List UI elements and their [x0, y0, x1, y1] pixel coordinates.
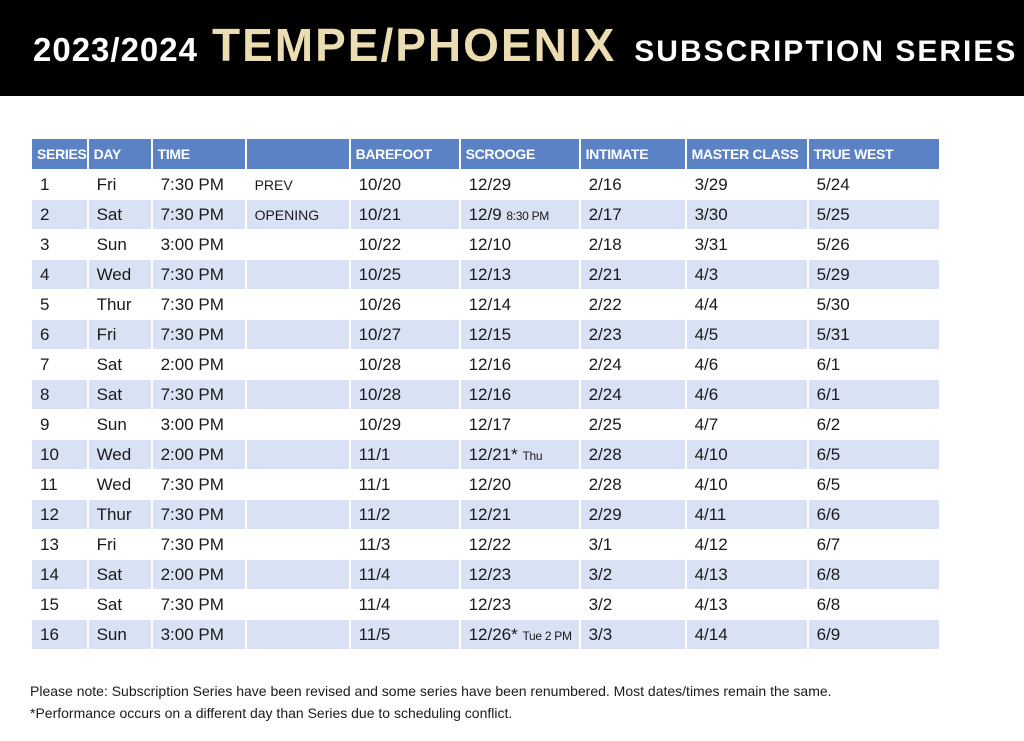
scrooge-date: 12/10: [468, 234, 512, 254]
cell-true-west: 6/1: [809, 350, 939, 379]
cell-barefoot: 10/25: [351, 260, 459, 289]
scrooge-date: 12/16: [468, 384, 512, 404]
cell-true-west: 5/24: [809, 170, 939, 199]
cell-time: 2:00 PM: [153, 440, 245, 469]
cell-master-class: 4/3: [687, 260, 807, 289]
cell-series: 13: [32, 530, 87, 559]
cell-intimate: 2/17: [581, 200, 685, 229]
cell-note: [247, 260, 349, 289]
cell-series: 12: [32, 500, 87, 529]
cell-scrooge: [461, 320, 579, 349]
table-row: [32, 260, 939, 289]
cell-master-class: 4/10: [687, 470, 807, 499]
cell-day: Fri: [89, 170, 151, 199]
cell-scrooge: [461, 530, 579, 559]
cell-day: Sun: [89, 410, 151, 439]
table-row: [32, 320, 939, 349]
cell-time: 7:30 PM: [153, 530, 245, 559]
cell-day: Fri: [89, 530, 151, 559]
scrooge-date: 12/14: [468, 294, 512, 314]
cell-barefoot: 10/27: [351, 320, 459, 349]
cell-day: Thur: [89, 500, 151, 529]
cell-note: [247, 320, 349, 349]
scrooge-date: 12/16: [468, 354, 512, 374]
cell-true-west: 6/2: [809, 410, 939, 439]
cell-time: 7:30 PM: [153, 200, 245, 229]
cell-time: 3:00 PM: [153, 620, 245, 649]
table-row: [32, 500, 939, 529]
cell-note: [247, 620, 349, 649]
cell-note: [247, 440, 349, 469]
cell-note: OPENING: [247, 200, 349, 229]
footer-revision-note: Please note: Subscription Series have been revised and some series have been renumbered. Most dates/times remain the same.: [30, 683, 832, 699]
title-banner: [0, 0, 1024, 96]
table-row: [32, 410, 939, 439]
scrooge-date: 12/15: [468, 324, 512, 344]
cell-note: [247, 590, 349, 619]
footer-notes: [30, 680, 832, 724]
scrooge-date: 12/17: [468, 414, 512, 434]
cell-day: Wed: [89, 470, 151, 499]
scrooge-date: 12/22: [468, 534, 512, 554]
cell-intimate: 3/1: [581, 530, 685, 559]
cell-series: 4: [32, 260, 87, 289]
cell-intimate: 2/24: [581, 350, 685, 379]
cell-master-class: 4/13: [687, 560, 807, 589]
cell-scrooge: [461, 230, 579, 259]
header-series: SERIES: [32, 139, 87, 169]
cell-true-west: 6/8: [809, 590, 939, 619]
cell-day: Thur: [89, 290, 151, 319]
cell-master-class: 4/7: [687, 410, 807, 439]
cell-true-west: 6/5: [809, 440, 939, 469]
cell-series: 6: [32, 320, 87, 349]
header-barefoot: BAREFOOT: [351, 139, 459, 169]
cell-series: 2: [32, 200, 87, 229]
header-master-class: MASTER CLASS: [687, 139, 807, 169]
cell-intimate: 3/3: [581, 620, 685, 649]
footer-asterisk-note: *Performance occurs on a different day than Series due to scheduling conflict.: [30, 705, 513, 721]
cell-barefoot: 11/1: [351, 440, 459, 469]
table-row: [32, 560, 939, 589]
cell-scrooge: [461, 620, 579, 649]
cell-master-class: 4/5: [687, 320, 807, 349]
cell-true-west: 5/30: [809, 290, 939, 319]
table-row: [32, 530, 939, 559]
cell-master-class: 4/12: [687, 530, 807, 559]
cell-note: [247, 380, 349, 409]
cell-intimate: 3/2: [581, 590, 685, 619]
header-scrooge: SCROOGE: [461, 139, 579, 169]
cell-intimate: 2/28: [581, 470, 685, 499]
header-note: [247, 139, 349, 169]
schedule-table: [30, 138, 941, 650]
cell-barefoot: 10/20: [351, 170, 459, 199]
cell-barefoot: 11/3: [351, 530, 459, 559]
title-year: 2023/2024: [33, 31, 198, 68]
header-time: TIME: [153, 139, 245, 169]
scrooge-time-note: 8:30 PM: [506, 208, 549, 223]
cell-series: 15: [32, 590, 87, 619]
cell-master-class: 4/13: [687, 590, 807, 619]
cell-note: [247, 470, 349, 499]
cell-day: Fri: [89, 320, 151, 349]
scrooge-time-note: Thu: [522, 448, 543, 463]
cell-scrooge: [461, 290, 579, 319]
cell-note: PREV: [247, 170, 349, 199]
scrooge-date: 12/29: [468, 174, 512, 194]
table-row: [32, 350, 939, 379]
cell-barefoot: 11/1: [351, 470, 459, 499]
scrooge-date: 12/21*: [468, 444, 518, 464]
table-body: [32, 170, 939, 649]
cell-true-west: 6/8: [809, 560, 939, 589]
table-row: [32, 590, 939, 619]
cell-master-class: 4/6: [687, 350, 807, 379]
cell-master-class: 4/6: [687, 380, 807, 409]
cell-series: 5: [32, 290, 87, 319]
cell-barefoot: 10/21: [351, 200, 459, 229]
title-city: TEMPE/PHOENIX: [212, 19, 617, 71]
table-row: [32, 470, 939, 499]
cell-note: [247, 530, 349, 559]
cell-series: 3: [32, 230, 87, 259]
cell-barefoot: 10/28: [351, 350, 459, 379]
cell-scrooge: [461, 410, 579, 439]
cell-true-west: 6/9: [809, 620, 939, 649]
cell-master-class: 4/11: [687, 500, 807, 529]
scrooge-date: 12/26*: [468, 624, 518, 644]
cell-master-class: 3/29: [687, 170, 807, 199]
cell-scrooge: [461, 350, 579, 379]
cell-intimate: 2/24: [581, 380, 685, 409]
cell-time: 7:30 PM: [153, 290, 245, 319]
cell-intimate: 2/28: [581, 440, 685, 469]
cell-true-west: 6/5: [809, 470, 939, 499]
cell-intimate: 2/21: [581, 260, 685, 289]
cell-series: 1: [32, 170, 87, 199]
cell-time: 2:00 PM: [153, 560, 245, 589]
cell-master-class: 3/31: [687, 230, 807, 259]
cell-day: Sat: [89, 350, 151, 379]
header-true-west: TRUE WEST: [809, 139, 939, 169]
scrooge-date: 12/20: [468, 474, 512, 494]
cell-true-west: 6/6: [809, 500, 939, 529]
cell-true-west: 6/7: [809, 530, 939, 559]
table-header-row: [32, 139, 939, 169]
cell-scrooge: [461, 170, 579, 199]
table-row: [32, 620, 939, 649]
table-row: [32, 170, 939, 199]
cell-time: 3:00 PM: [153, 230, 245, 259]
cell-time: 7:30 PM: [153, 320, 245, 349]
cell-time: 7:30 PM: [153, 170, 245, 199]
page-title: [33, 19, 1018, 71]
cell-series: 9: [32, 410, 87, 439]
cell-barefoot: 11/4: [351, 560, 459, 589]
cell-day: Sun: [89, 620, 151, 649]
cell-intimate: 2/16: [581, 170, 685, 199]
header-day: DAY: [89, 139, 151, 169]
cell-note: [247, 410, 349, 439]
cell-series: 10: [32, 440, 87, 469]
cell-intimate: 2/29: [581, 500, 685, 529]
cell-intimate: 2/25: [581, 410, 685, 439]
cell-true-west: 5/31: [809, 320, 939, 349]
cell-note: [247, 560, 349, 589]
cell-day: Sat: [89, 380, 151, 409]
cell-series: 8: [32, 380, 87, 409]
cell-day: Sat: [89, 590, 151, 619]
scrooge-time-note: Tue 2 PM: [522, 628, 572, 643]
cell-day: Sun: [89, 230, 151, 259]
cell-barefoot: 11/4: [351, 590, 459, 619]
cell-barefoot: 11/2: [351, 500, 459, 529]
cell-intimate: 3/2: [581, 560, 685, 589]
title-series-label: SUBSCRIPTION SERIES: [634, 35, 1018, 68]
cell-master-class: 4/4: [687, 290, 807, 319]
scrooge-date: 12/13: [468, 264, 512, 284]
cell-intimate: 2/18: [581, 230, 685, 259]
cell-day: Wed: [89, 440, 151, 469]
cell-intimate: 2/22: [581, 290, 685, 319]
cell-note: [247, 230, 349, 259]
cell-scrooge: [461, 500, 579, 529]
cell-day: Wed: [89, 260, 151, 289]
cell-time: 2:00 PM: [153, 350, 245, 379]
cell-barefoot: 10/26: [351, 290, 459, 319]
cell-barefoot: 11/5: [351, 620, 459, 649]
cell-series: 16: [32, 620, 87, 649]
cell-scrooge: [461, 200, 579, 229]
table-row: [32, 380, 939, 409]
cell-series: 11: [32, 470, 87, 499]
cell-scrooge: [461, 440, 579, 469]
cell-note: [247, 290, 349, 319]
cell-note: [247, 500, 349, 529]
cell-note: [247, 350, 349, 379]
cell-scrooge: [461, 260, 579, 289]
cell-master-class: 3/30: [687, 200, 807, 229]
cell-true-west: 5/29: [809, 260, 939, 289]
cell-true-west: 5/25: [809, 200, 939, 229]
table-row: [32, 200, 939, 229]
cell-scrooge: [461, 560, 579, 589]
scrooge-date: 12/23: [468, 564, 512, 584]
table-row: [32, 290, 939, 319]
cell-master-class: 4/10: [687, 440, 807, 469]
header-intimate: INTIMATE: [581, 139, 685, 169]
cell-series: 7: [32, 350, 87, 379]
cell-scrooge: [461, 590, 579, 619]
cell-true-west: 5/26: [809, 230, 939, 259]
cell-series: 14: [32, 560, 87, 589]
cell-scrooge: [461, 470, 579, 499]
scrooge-date: 12/23: [468, 594, 512, 614]
cell-barefoot: 10/22: [351, 230, 459, 259]
cell-barefoot: 10/28: [351, 380, 459, 409]
cell-time: 7:30 PM: [153, 470, 245, 499]
cell-day: Sat: [89, 200, 151, 229]
cell-barefoot: 10/29: [351, 410, 459, 439]
cell-time: 7:30 PM: [153, 500, 245, 529]
cell-true-west: 6/1: [809, 380, 939, 409]
table-row: [32, 440, 939, 469]
cell-time: 7:30 PM: [153, 590, 245, 619]
cell-intimate: 2/23: [581, 320, 685, 349]
table-row: [32, 230, 939, 259]
cell-time: 7:30 PM: [153, 260, 245, 289]
cell-day: Sat: [89, 560, 151, 589]
cell-time: 3:00 PM: [153, 410, 245, 439]
cell-time: 7:30 PM: [153, 380, 245, 409]
cell-master-class: 4/14: [687, 620, 807, 649]
scrooge-date: 12/21: [468, 504, 512, 524]
scrooge-date: 12/9: [468, 204, 502, 224]
cell-scrooge: [461, 380, 579, 409]
